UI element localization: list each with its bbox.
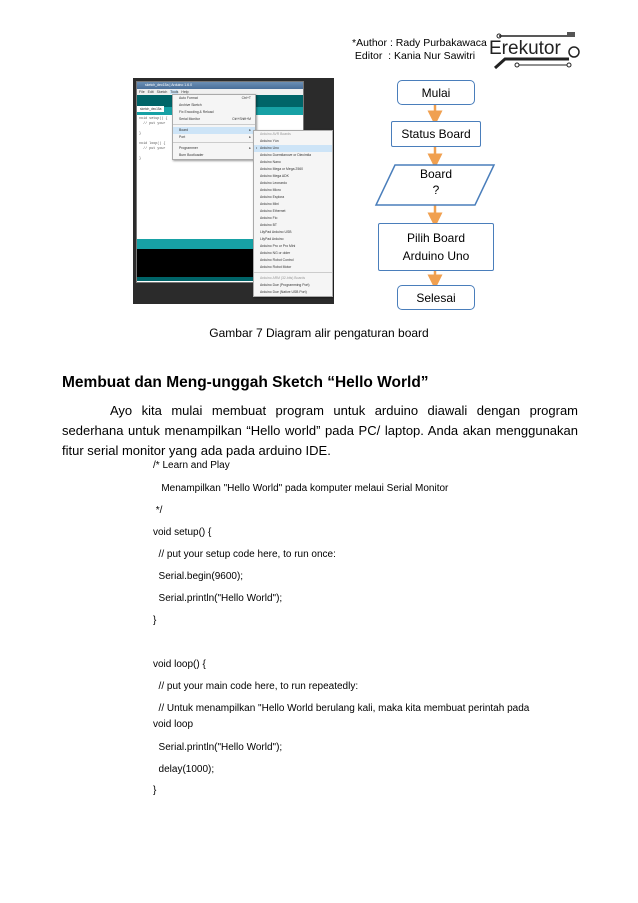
board-menu-item[interactable]: Arduino Mini bbox=[260, 202, 279, 206]
code-line: Serial.println("Hello World"); bbox=[153, 742, 283, 753]
tools-menu-item[interactable] bbox=[173, 152, 255, 159]
menu-item-label: Port bbox=[179, 135, 186, 139]
code-line: Serial.println("Hello World"); bbox=[153, 593, 283, 604]
decision-line: ? bbox=[432, 183, 440, 197]
tools-menu-item[interactable] bbox=[173, 134, 255, 141]
board-menu-item[interactable]: Arduino Leonardo bbox=[260, 181, 287, 185]
flow-start: Mulai bbox=[397, 80, 475, 105]
step-line: Pilih Board bbox=[406, 231, 466, 245]
flow-decision-text bbox=[380, 166, 492, 198]
menu-item-label: Burn Bootloader bbox=[179, 153, 204, 157]
menu-item-shortcut: Ctrl+Shift+M bbox=[232, 117, 251, 121]
board-menu-item[interactable]: Arduino BT bbox=[260, 223, 277, 227]
tools-menu-item[interactable] bbox=[173, 127, 255, 134]
menu-item-shortcut: ▸ bbox=[249, 135, 251, 139]
editor-line: Editor : Kania Nur Sawitri bbox=[352, 50, 476, 62]
code-line: Menampilkan "Hello World" pada komputer melaui Serial Monitor bbox=[153, 483, 449, 494]
sketch-tab[interactable]: sketch_dec15a bbox=[137, 106, 164, 112]
flow-select-board bbox=[378, 223, 494, 271]
board-menu-item[interactable]: Arduino Due (Native USB Port) bbox=[260, 290, 307, 294]
author-line: *Author : Rady Purbakawaca bbox=[352, 37, 487, 49]
menu-item-label: Archive Sketch bbox=[179, 103, 202, 107]
code-line: } bbox=[139, 157, 142, 161]
code-line: // put your bbox=[139, 122, 166, 126]
board-menu-item[interactable]: Arduino Micro bbox=[260, 188, 281, 192]
menu-item-label: Board bbox=[179, 128, 189, 132]
section-heading: Membuat dan Meng-unggah Sketch “Hello World” bbox=[62, 374, 429, 391]
window-title: sketch_dec15a | Arduino 1.6.0 bbox=[137, 82, 303, 89]
board-menu-item[interactable]: Arduino Mega ADK bbox=[260, 174, 289, 178]
menu-item-shortcut: ▸ bbox=[249, 128, 251, 132]
menu-separator bbox=[254, 272, 332, 274]
code-line: } bbox=[139, 132, 142, 136]
selected-bullet-icon: • bbox=[256, 146, 258, 150]
paragraph-text: Ayo kita mulai membuat program untuk arduino diawali dengan program sederhana untuk menampilkan “Hello world” pada PC/ laptop. Anda akan menggunakan fitur serial monitor yang ada pada arduino IDE. bbox=[62, 403, 578, 458]
arduino-ide-screenshot bbox=[133, 78, 334, 304]
code-line: void loop() { bbox=[153, 659, 206, 670]
decision-line: Board bbox=[419, 167, 453, 181]
board-menu-item[interactable]: LilyPad Arduino USB bbox=[260, 230, 292, 234]
board-menu-item[interactable]: Arduino Pro or Pro Mini bbox=[260, 244, 296, 248]
board-menu-item[interactable]: Arduino Due (Programming Port) bbox=[260, 283, 310, 287]
menu-item-label: Serial Monitor bbox=[179, 117, 200, 121]
tools-menu-item[interactable] bbox=[173, 102, 255, 109]
menu-sketch[interactable]: Sketch bbox=[156, 90, 168, 94]
board-menu-item[interactable]: Arduino Nano bbox=[260, 160, 281, 164]
tools-menu bbox=[172, 94, 256, 160]
board-menu-item[interactable]: Arduino Ethernet bbox=[260, 209, 286, 213]
figure-caption: Gambar 7 Diagram alir pengaturan board bbox=[209, 326, 429, 340]
board-menu-item[interactable]: Arduino Duemilanove or Diecimila bbox=[260, 153, 312, 157]
code-line: */ bbox=[153, 505, 163, 516]
svg-text:Erekutor: Erekutor bbox=[489, 38, 561, 59]
tools-menu-item[interactable] bbox=[173, 109, 255, 116]
tools-menu-item[interactable] bbox=[173, 116, 255, 123]
board-menu-item[interactable]: Arduino Esplora bbox=[260, 195, 285, 199]
board-menu-item[interactable]: • Arduino Uno bbox=[254, 145, 332, 152]
board-menu-item[interactable]: Arduino Yún bbox=[260, 139, 279, 143]
code-line: } bbox=[153, 785, 157, 796]
board-menu-item[interactable]: Arduino Mega or Mega 2560 bbox=[260, 167, 303, 171]
code-line: // put your bbox=[139, 147, 166, 151]
tools-menu-item[interactable] bbox=[173, 145, 258, 152]
board-submenu bbox=[253, 130, 333, 297]
flow-status-board: Status Board bbox=[391, 121, 481, 147]
board-menu-item[interactable]: LilyPad Arduino bbox=[260, 237, 284, 241]
board-menu-item[interactable]: Arduino Fio bbox=[260, 216, 278, 220]
erekutor-logo bbox=[487, 30, 582, 70]
menu-edit[interactable]: Edit bbox=[147, 90, 154, 94]
code-line: /* Learn and Play bbox=[153, 460, 230, 471]
author-credits bbox=[352, 37, 487, 63]
tools-menu-item[interactable] bbox=[173, 95, 255, 102]
board-menu-item[interactable]: Arduino Robot Motor bbox=[260, 265, 292, 269]
code-line: void setup() { bbox=[139, 117, 168, 121]
code-line: // put your main code here, to run repeatedly: bbox=[153, 681, 359, 692]
code-line: void loop bbox=[153, 719, 194, 730]
board-group-header: Arduino AVR Boards bbox=[260, 132, 291, 136]
board-menu-item[interactable]: Arduino Robot Control bbox=[260, 258, 294, 262]
menu-separator bbox=[173, 124, 255, 126]
board-menu-item[interactable]: Arduino NG or older bbox=[260, 251, 291, 255]
flow-end: Selesai bbox=[397, 285, 475, 310]
menu-item-shortcut: Ctrl+T bbox=[241, 96, 251, 100]
menu-tools[interactable]: Tools bbox=[170, 90, 179, 94]
menu-item-label: Fix Encoding & Reload bbox=[179, 110, 214, 114]
code-line: delay(1000); bbox=[153, 764, 215, 775]
code-line: void setup() { bbox=[153, 527, 212, 538]
code-line: Serial.begin(9600); bbox=[153, 571, 244, 582]
menu-separator bbox=[173, 142, 255, 144]
menu-item-shortcut: ▸ bbox=[249, 146, 251, 150]
code-line: // Untuk menampilkan "Hello World berulang kali, maka kita membuat perintah pada bbox=[153, 703, 530, 714]
code-line: // put your setup code here, to run once: bbox=[153, 549, 336, 560]
board-group-header: Arduino ARM (32-bits) Boards bbox=[260, 276, 306, 280]
body-paragraph bbox=[62, 401, 578, 461]
menu-item-label: Auto Format bbox=[179, 96, 198, 100]
code-line: } bbox=[153, 615, 157, 626]
menu-help[interactable]: Help bbox=[181, 90, 189, 94]
menu-file[interactable]: File bbox=[139, 90, 145, 94]
code-line: void loop() { bbox=[139, 142, 166, 146]
step-line: Arduino Uno bbox=[402, 249, 470, 263]
menu-item-label: Programmer bbox=[179, 146, 198, 150]
